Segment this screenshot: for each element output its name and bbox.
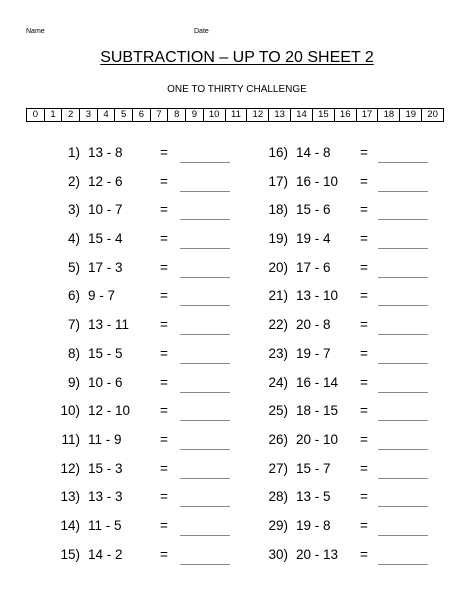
problem-row xyxy=(50,231,250,260)
number-line-cell: 17 xyxy=(357,109,379,121)
number-line-cell: 5 xyxy=(115,109,133,121)
problem-expression: 11 - 9 xyxy=(88,431,122,447)
problem-expression: 17 - 3 xyxy=(88,259,123,275)
problem-number: 15) xyxy=(60,546,80,562)
number-line-cell: 18 xyxy=(378,109,400,121)
problem-number: 2) xyxy=(67,173,80,189)
problem-expression: 15 - 5 xyxy=(88,345,123,361)
number-line-cell: 20 xyxy=(427,109,438,120)
problem-expression: 15 - 7 xyxy=(296,460,331,476)
answer-blank[interactable] xyxy=(180,305,230,306)
answer-blank[interactable] xyxy=(378,478,428,479)
problem-number: 8) xyxy=(67,345,80,361)
name-label: Name xyxy=(26,28,45,35)
problem-number: 30) xyxy=(268,546,288,562)
problem-row xyxy=(258,403,458,432)
problem-number: 7) xyxy=(67,317,80,333)
number-line-cell: 14 xyxy=(291,109,313,121)
problem-row xyxy=(50,518,250,547)
header-row xyxy=(26,28,209,35)
answer-blank[interactable] xyxy=(180,535,230,536)
number-line-cell: 11 xyxy=(226,109,248,121)
answer-blank[interactable] xyxy=(378,248,428,249)
number-line-cell: 19 xyxy=(400,109,422,121)
problem-expression: 20 - 13 xyxy=(296,546,339,562)
problem-number: 12) xyxy=(60,460,80,476)
problem-number: 6) xyxy=(67,288,80,304)
problem-number: 22) xyxy=(268,317,288,333)
problem-expression: 15 - 6 xyxy=(296,202,331,218)
number-line-cell: 15 xyxy=(313,109,335,121)
answer-blank[interactable] xyxy=(378,162,428,163)
equals-sign: = xyxy=(160,345,168,361)
answer-blank[interactable] xyxy=(378,506,428,507)
answer-blank[interactable] xyxy=(180,363,230,364)
equals-sign: = xyxy=(160,317,168,333)
problem-row xyxy=(50,260,250,289)
problem-expression: 17 - 6 xyxy=(296,259,331,275)
problem-expression: 13 - 11 xyxy=(88,317,130,333)
answer-blank[interactable] xyxy=(378,305,428,306)
problem-row xyxy=(50,403,250,432)
problem-row xyxy=(50,432,250,461)
problem-expression: 13 - 5 xyxy=(296,489,331,505)
answer-blank[interactable] xyxy=(378,219,428,220)
problem-expression: 18 - 15 xyxy=(296,403,339,419)
problem-expression: 11 - 5 xyxy=(88,517,122,533)
problem-row xyxy=(258,547,458,576)
equals-sign: = xyxy=(360,145,368,160)
problem-number: 26) xyxy=(268,431,288,447)
equals-sign: = xyxy=(360,288,368,304)
problem-row xyxy=(258,432,458,461)
problem-row xyxy=(50,202,250,231)
problem-row xyxy=(50,317,250,346)
answer-blank[interactable] xyxy=(378,564,428,565)
answer-blank[interactable] xyxy=(180,392,230,393)
problem-expression: 20 - 10 xyxy=(296,431,339,447)
problem-expression: 19 - 4 xyxy=(296,231,331,247)
problems-column-right xyxy=(258,145,458,575)
problem-row xyxy=(258,145,458,174)
problem-row xyxy=(258,346,458,375)
problem-row xyxy=(50,346,250,375)
equals-sign: = xyxy=(160,489,168,505)
problem-row xyxy=(50,288,250,317)
equals-sign: = xyxy=(360,345,368,361)
problem-expression: 10 - 6 xyxy=(88,374,123,390)
problem-row xyxy=(258,260,458,289)
number-line-cell: 7 xyxy=(151,109,169,121)
problem-number: 23) xyxy=(268,345,288,361)
answer-blank[interactable] xyxy=(378,535,428,536)
equals-sign: = xyxy=(160,202,168,218)
problem-row xyxy=(258,317,458,346)
problem-number: 27) xyxy=(268,460,288,476)
problem-number: 1) xyxy=(67,145,80,160)
problem-expression: 10 - 7 xyxy=(88,202,123,218)
problem-row xyxy=(50,547,250,576)
problem-expression: 13 - 10 xyxy=(296,288,339,304)
equals-sign: = xyxy=(160,374,168,390)
answer-blank[interactable] xyxy=(180,334,230,335)
problem-number: 29) xyxy=(268,517,288,533)
problem-expression: 20 - 8 xyxy=(296,317,331,333)
equals-sign: = xyxy=(360,431,368,447)
problem-row xyxy=(258,518,458,547)
equals-sign: = xyxy=(360,374,368,390)
problem-number: 3) xyxy=(67,202,80,218)
problem-number: 4) xyxy=(67,231,80,247)
problem-expression: 15 - 3 xyxy=(88,460,123,476)
problem-row xyxy=(258,202,458,231)
number-line-cell: 1 xyxy=(45,109,63,121)
answer-blank[interactable] xyxy=(180,277,230,278)
problem-expression: 15 - 4 xyxy=(88,231,123,247)
equals-sign: = xyxy=(360,202,368,218)
equals-sign: = xyxy=(160,460,168,476)
problem-expression: 9 - 7 xyxy=(88,288,116,304)
problem-row xyxy=(258,375,458,404)
number-line-cell: 8 xyxy=(168,109,186,121)
problem-number: 13) xyxy=(60,489,80,505)
problem-number: 10) xyxy=(60,403,80,419)
number-line-cell: 0 xyxy=(27,109,45,121)
equals-sign: = xyxy=(160,431,168,447)
problem-number: 18) xyxy=(268,202,288,218)
answer-blank[interactable] xyxy=(180,564,230,565)
problem-row xyxy=(50,375,250,404)
number-line-cell: 10 xyxy=(204,109,226,121)
problem-number: 17) xyxy=(268,173,288,189)
problem-number: 20) xyxy=(268,259,288,275)
answer-blank[interactable] xyxy=(378,449,428,450)
problem-row xyxy=(50,461,250,490)
problem-number: 28) xyxy=(268,489,288,505)
problem-number: 11) xyxy=(61,431,80,447)
problem-expression: 16 - 14 xyxy=(296,374,339,390)
answer-blank[interactable] xyxy=(180,191,230,192)
number-line-cell: 16 xyxy=(335,109,357,121)
equals-sign: = xyxy=(360,460,368,476)
problem-expression: 14 - 8 xyxy=(296,145,331,160)
answer-blank[interactable] xyxy=(180,162,230,163)
number-line-cell: 6 xyxy=(133,109,151,121)
answer-blank[interactable] xyxy=(378,363,428,364)
problem-number: 19) xyxy=(268,231,288,247)
problem-expression: 12 - 6 xyxy=(88,173,123,189)
answer-blank[interactable] xyxy=(180,478,230,479)
equals-sign: = xyxy=(360,546,368,562)
problem-expression: 12 - 10 xyxy=(88,403,131,419)
problem-row xyxy=(50,489,250,518)
problem-expression: 19 - 8 xyxy=(296,517,331,533)
worksheet-title: SUBTRACTION – UP TO 20 SHEET 2 xyxy=(100,49,374,66)
problem-number: 9) xyxy=(67,374,80,390)
problem-row xyxy=(50,174,250,203)
problem-expression: 13 - 8 xyxy=(88,145,123,160)
problem-number: 24) xyxy=(268,374,288,390)
equals-sign: = xyxy=(160,403,168,419)
problem-expression: 16 - 10 xyxy=(296,173,339,189)
answer-blank[interactable] xyxy=(180,248,230,249)
answer-blank[interactable] xyxy=(378,420,428,421)
problem-expression: 14 - 2 xyxy=(88,546,123,562)
equals-sign: = xyxy=(160,546,168,562)
problem-row xyxy=(258,231,458,260)
problem-row xyxy=(258,288,458,317)
date-label: Date xyxy=(194,28,209,35)
problem-number: 25) xyxy=(268,403,288,419)
problems-column-left xyxy=(50,145,250,575)
equals-sign: = xyxy=(160,173,168,189)
equals-sign: = xyxy=(160,517,168,533)
problem-expression: 19 - 7 xyxy=(296,345,331,361)
problem-row xyxy=(258,174,458,203)
problem-number: 14) xyxy=(60,517,80,533)
number-line-cell: 2 xyxy=(62,109,80,121)
answer-blank[interactable] xyxy=(180,219,230,220)
equals-sign: = xyxy=(360,173,368,189)
worksheet-subtitle: ONE TO THIRTY CHALLENGE xyxy=(167,84,307,95)
problem-number: 21) xyxy=(268,288,288,304)
answer-blank[interactable] xyxy=(378,277,428,278)
problem-row xyxy=(258,461,458,490)
number-line-cell: 12 xyxy=(247,109,269,121)
number-line-cell: 3 xyxy=(80,109,98,121)
problem-number: 5) xyxy=(67,259,80,275)
problem-row xyxy=(258,489,458,518)
number-line-cell: 9 xyxy=(186,109,204,121)
number-line-cell: 4 xyxy=(98,109,116,121)
number-line xyxy=(26,108,444,122)
equals-sign: = xyxy=(360,403,368,419)
answer-blank[interactable] xyxy=(180,506,230,507)
equals-sign: = xyxy=(360,317,368,333)
number-line-cell: 13 xyxy=(269,109,291,121)
equals-sign: = xyxy=(160,231,168,247)
equals-sign: = xyxy=(360,231,368,247)
equals-sign: = xyxy=(360,517,368,533)
answer-blank[interactable] xyxy=(378,191,428,192)
equals-sign: = xyxy=(160,288,168,304)
problem-row xyxy=(50,145,250,174)
equals-sign: = xyxy=(360,489,368,505)
problem-expression: 13 - 3 xyxy=(88,489,123,505)
equals-sign: = xyxy=(360,259,368,275)
answer-blank[interactable] xyxy=(180,449,230,450)
equals-sign: = xyxy=(160,259,168,275)
equals-sign: = xyxy=(160,145,168,160)
answer-blank[interactable] xyxy=(378,334,428,335)
answer-blank[interactable] xyxy=(180,420,230,421)
problem-number: 16) xyxy=(268,145,288,160)
answer-blank[interactable] xyxy=(378,392,428,393)
